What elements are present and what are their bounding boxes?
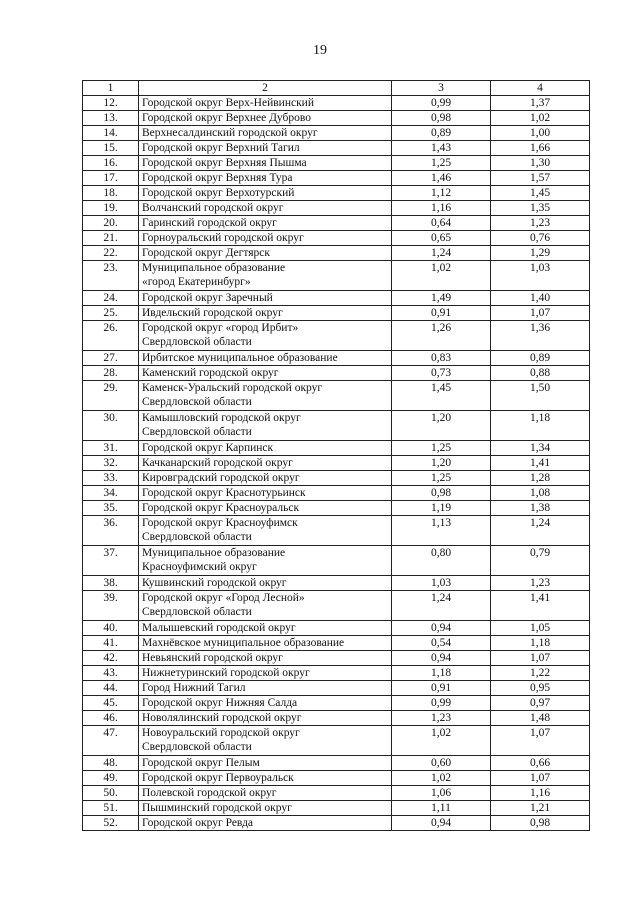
municipality-name-line: Муниципальное образование <box>142 547 286 559</box>
table-row <box>83 471 590 486</box>
row-number: 44. <box>83 681 139 696</box>
municipality-name-line: Новоуральский городской округ <box>142 727 300 739</box>
value-col-3: 0,73 <box>392 366 491 381</box>
municipality-name <box>139 216 392 231</box>
row-number: 40. <box>83 621 139 636</box>
municipality-name <box>139 261 392 291</box>
value-col-3: 0,94 <box>392 621 491 636</box>
table-row <box>83 441 590 456</box>
value-col-3: 1,24 <box>392 591 491 621</box>
municipality-name-line: Ирбитское муниципальное образование <box>142 352 338 364</box>
value-col-3: 1,13 <box>392 516 491 546</box>
value-col-3: 0,80 <box>392 546 491 576</box>
row-number: 27. <box>83 351 139 366</box>
table-row <box>83 351 590 366</box>
municipality-name-line: Пышминский городской округ <box>142 802 292 814</box>
table-row <box>83 201 590 216</box>
value-col-4: 1,30 <box>491 156 590 171</box>
value-col-4: 0,89 <box>491 351 590 366</box>
value-col-3: 1,02 <box>392 261 491 291</box>
row-number: 18. <box>83 186 139 201</box>
table-row <box>83 261 590 291</box>
table-row <box>83 711 590 726</box>
value-col-4: 1,23 <box>491 216 590 231</box>
row-number: 33. <box>83 471 139 486</box>
municipality-name-line: Каменск-Уральский городской округ <box>142 382 323 394</box>
value-col-4: 1,07 <box>491 651 590 666</box>
table-row <box>83 291 590 306</box>
value-col-4: 1,41 <box>491 591 590 621</box>
value-col-4: 1,07 <box>491 306 590 321</box>
municipality-name-line: Кушвинский городской округ <box>142 577 287 589</box>
table-row <box>83 216 590 231</box>
value-col-4: 1,08 <box>491 486 590 501</box>
value-col-3: 0,98 <box>392 111 491 126</box>
value-col-3: 1,19 <box>392 501 491 516</box>
municipality-name <box>139 666 392 681</box>
value-col-4: 1,21 <box>491 801 590 816</box>
table-row <box>83 636 590 651</box>
municipality-name <box>139 186 392 201</box>
value-col-4: 1,03 <box>491 261 590 291</box>
municipality-name <box>139 816 392 831</box>
column-header: 2 <box>139 81 392 96</box>
value-col-4: 1,57 <box>491 171 590 186</box>
table-row <box>83 381 590 411</box>
municipality-name <box>139 516 392 546</box>
municipality-name-line: Нижнетуринский городской округ <box>142 667 310 679</box>
municipality-name <box>139 291 392 306</box>
municipality-name-line: Каменский городской округ <box>142 367 279 379</box>
row-number: 47. <box>83 726 139 756</box>
value-col-3: 1,24 <box>392 246 491 261</box>
value-col-3: 1,25 <box>392 441 491 456</box>
municipality-name-line: Городской округ Заречный <box>142 292 273 304</box>
row-number: 12. <box>83 96 139 111</box>
row-number: 22. <box>83 246 139 261</box>
value-col-3: 0,99 <box>392 696 491 711</box>
page-number: 19 <box>313 43 327 58</box>
value-col-3: 0,94 <box>392 816 491 831</box>
row-number: 36. <box>83 516 139 546</box>
table-row <box>83 456 590 471</box>
row-number: 50. <box>83 786 139 801</box>
municipality-name <box>139 381 392 411</box>
row-number: 42. <box>83 651 139 666</box>
row-number: 16. <box>83 156 139 171</box>
row-number: 15. <box>83 141 139 156</box>
row-number: 28. <box>83 366 139 381</box>
municipality-name <box>139 246 392 261</box>
table-row <box>83 621 590 636</box>
value-col-3: 0,91 <box>392 306 491 321</box>
value-col-4: 0,95 <box>491 681 590 696</box>
municipality-name <box>139 681 392 696</box>
municipality-name <box>139 231 392 246</box>
value-col-4: 0,88 <box>491 366 590 381</box>
value-col-4: 1,24 <box>491 516 590 546</box>
table-row <box>83 576 590 591</box>
municipality-name-line: Новолялинский городской округ <box>142 712 302 724</box>
municipality-name-line: Городской округ «Город Лесной» <box>142 592 305 604</box>
row-number: 39. <box>83 591 139 621</box>
municipality-name <box>139 366 392 381</box>
value-col-4: 1,02 <box>491 111 590 126</box>
municipality-name-line: Городской округ «город Ирбит» <box>142 322 299 334</box>
municipality-name <box>139 786 392 801</box>
municipality-name-line: Свердловской области <box>142 426 252 438</box>
value-col-4: 1,22 <box>491 666 590 681</box>
municipality-name-line: Городской округ Верхотурский <box>142 187 295 199</box>
municipality-name-line: Малышевский городской округ <box>142 622 296 634</box>
municipality-name-line: Городской округ Красноуфимск <box>142 517 298 529</box>
value-col-3: 1,26 <box>392 321 491 351</box>
table-row <box>83 186 590 201</box>
value-col-4: 1,16 <box>491 786 590 801</box>
municipality-name-line: Полевской городской округ <box>142 787 277 799</box>
table-row <box>83 306 590 321</box>
municipality-name <box>139 96 392 111</box>
municipality-name-line: Кировградский городской округ <box>142 472 300 484</box>
row-number: 52. <box>83 816 139 831</box>
municipality-name-line: Город Нижний Тагил <box>142 682 246 694</box>
municipality-name-line: Городской округ Верхняя Тура <box>142 172 293 184</box>
municipality-name-line: Свердловской области <box>142 741 252 753</box>
municipality-name-line: «город Екатеринбург» <box>142 276 251 288</box>
table-row <box>83 591 590 621</box>
value-col-3: 0,60 <box>392 756 491 771</box>
table-header-row <box>83 81 590 96</box>
municipality-name-line: Городской округ Дегтярск <box>142 247 270 259</box>
municipality-name <box>139 156 392 171</box>
value-col-4: 1,38 <box>491 501 590 516</box>
municipality-name-line: Невьянский городской округ <box>142 652 283 664</box>
row-number: 35. <box>83 501 139 516</box>
value-col-4: 1,18 <box>491 411 590 441</box>
municipality-name <box>139 501 392 516</box>
value-col-3: 0,83 <box>392 351 491 366</box>
table-row <box>83 546 590 576</box>
municipality-name <box>139 351 392 366</box>
table-row <box>83 171 590 186</box>
table-body <box>83 81 590 831</box>
column-header: 3 <box>392 81 491 96</box>
municipality-name <box>139 201 392 216</box>
row-number: 21. <box>83 231 139 246</box>
value-col-3: 1,25 <box>392 471 491 486</box>
value-col-4: 1,18 <box>491 636 590 651</box>
municipality-name <box>139 486 392 501</box>
value-col-3: 1,25 <box>392 156 491 171</box>
value-col-3: 1,12 <box>392 186 491 201</box>
table-row <box>83 321 590 351</box>
value-col-3: 0,89 <box>392 126 491 141</box>
row-number: 26. <box>83 321 139 351</box>
value-col-4: 1,36 <box>491 321 590 351</box>
row-number: 23. <box>83 261 139 291</box>
value-col-4: 1,50 <box>491 381 590 411</box>
municipality-name <box>139 756 392 771</box>
table-row <box>83 666 590 681</box>
municipality-name <box>139 546 392 576</box>
value-col-3: 1,45 <box>392 381 491 411</box>
row-number: 29. <box>83 381 139 411</box>
municipality-name-line: Городской округ Нижняя Салда <box>142 697 298 709</box>
row-number: 17. <box>83 171 139 186</box>
municipality-name-line: Махнёвское муниципальное образование <box>142 637 345 649</box>
municipality-name-line: Городской округ Краснотурьинск <box>142 487 306 499</box>
row-number: 13. <box>83 111 139 126</box>
value-col-3: 1,02 <box>392 726 491 756</box>
value-col-4: 1,45 <box>491 186 590 201</box>
value-col-3: 0,91 <box>392 681 491 696</box>
municipality-name-line: Городской округ Карпинск <box>142 442 274 454</box>
municipality-name <box>139 141 392 156</box>
table-row <box>83 141 590 156</box>
value-col-4: 1,29 <box>491 246 590 261</box>
municipality-name-line: Городской округ Верхний Тагил <box>142 142 300 154</box>
value-col-4: 1,00 <box>491 126 590 141</box>
row-number: 24. <box>83 291 139 306</box>
table-row <box>83 801 590 816</box>
value-col-4: 1,28 <box>491 471 590 486</box>
row-number: 25. <box>83 306 139 321</box>
value-col-4: 1,41 <box>491 456 590 471</box>
row-number: 41. <box>83 636 139 651</box>
value-col-4: 0,79 <box>491 546 590 576</box>
municipality-name-line: Свердловской области <box>142 396 252 408</box>
table-row <box>83 96 590 111</box>
municipality-name <box>139 621 392 636</box>
municipality-name-line: Городской округ Красноуральск <box>142 502 300 514</box>
municipality-name <box>139 636 392 651</box>
table-row <box>83 816 590 831</box>
value-col-3: 1,11 <box>392 801 491 816</box>
municipality-name <box>139 696 392 711</box>
municipality-name-line: Качканарский городской округ <box>142 457 293 469</box>
municipality-name <box>139 411 392 441</box>
table-row <box>83 771 590 786</box>
value-col-4: 1,07 <box>491 726 590 756</box>
table-row <box>83 246 590 261</box>
row-number: 45. <box>83 696 139 711</box>
value-col-4: 0,76 <box>491 231 590 246</box>
value-col-3: 1,23 <box>392 711 491 726</box>
municipality-name <box>139 456 392 471</box>
value-col-4: 1,35 <box>491 201 590 216</box>
column-header: 4 <box>491 81 590 96</box>
value-col-4: 1,05 <box>491 621 590 636</box>
row-number: 49. <box>83 771 139 786</box>
table-row <box>83 366 590 381</box>
municipality-name-line: Городской округ Верхняя Пышма <box>142 157 307 169</box>
value-col-3: 1,46 <box>392 171 491 186</box>
value-col-3: 0,94 <box>392 651 491 666</box>
value-col-4: 1,34 <box>491 441 590 456</box>
municipality-name-line: Верхнесалдинский городской округ <box>142 127 318 139</box>
table-row <box>83 156 590 171</box>
value-col-3: 1,49 <box>392 291 491 306</box>
row-number: 32. <box>83 456 139 471</box>
municipality-name <box>139 711 392 726</box>
municipality-name <box>139 441 392 456</box>
municipality-name <box>139 126 392 141</box>
municipality-name <box>139 576 392 591</box>
row-number: 19. <box>83 201 139 216</box>
value-col-3: 0,99 <box>392 96 491 111</box>
municipality-name <box>139 171 392 186</box>
column-header: 1 <box>83 81 139 96</box>
municipality-name <box>139 471 392 486</box>
row-number: 48. <box>83 756 139 771</box>
table-row <box>83 756 590 771</box>
value-col-3: 0,65 <box>392 231 491 246</box>
value-col-3: 1,18 <box>392 666 491 681</box>
value-col-3: 0,64 <box>392 216 491 231</box>
municipality-name-line: Свердловской области <box>142 606 252 618</box>
row-number: 31. <box>83 441 139 456</box>
municipality-name-line: Городской округ Первоуральск <box>142 772 294 784</box>
value-col-3: 1,20 <box>392 456 491 471</box>
municipality-name <box>139 321 392 351</box>
row-number: 14. <box>83 126 139 141</box>
row-number: 37. <box>83 546 139 576</box>
row-number: 34. <box>83 486 139 501</box>
table-row <box>83 111 590 126</box>
municipality-name-line: Гаринский городской округ <box>142 217 277 229</box>
value-col-3: 0,54 <box>392 636 491 651</box>
value-col-4: 0,66 <box>491 756 590 771</box>
value-col-3: 0,98 <box>392 486 491 501</box>
value-col-3: 1,16 <box>392 201 491 216</box>
value-col-4: 1,23 <box>491 576 590 591</box>
row-number: 20. <box>83 216 139 231</box>
municipality-name <box>139 111 392 126</box>
municipality-name-line: Ивдельский городской округ <box>142 307 283 319</box>
municipality-name-line: Красноуфимский округ <box>142 561 257 573</box>
table-row <box>83 126 590 141</box>
row-number: 46. <box>83 711 139 726</box>
municipality-name <box>139 771 392 786</box>
value-col-3: 1,20 <box>392 411 491 441</box>
table-row <box>83 231 590 246</box>
municipality-name-line: Городской округ Ревда <box>142 817 254 829</box>
row-number: 30. <box>83 411 139 441</box>
coefficients-table <box>82 80 590 831</box>
municipality-name-line: Муниципальное образование <box>142 262 286 274</box>
value-col-3: 1,06 <box>392 786 491 801</box>
value-col-4: 0,97 <box>491 696 590 711</box>
table-row <box>83 786 590 801</box>
table-row <box>83 726 590 756</box>
municipality-name-line: Камышловский городской округ <box>142 412 301 424</box>
municipality-name-line: Свердловской области <box>142 336 252 348</box>
table-row <box>83 681 590 696</box>
table-row <box>83 501 590 516</box>
municipality-name-line: Городской округ Верх-Нейвинский <box>142 97 314 109</box>
municipality-name <box>139 726 392 756</box>
municipality-name-line: Городской округ Верхнее Дуброво <box>142 112 311 124</box>
value-col-4: 1,48 <box>491 711 590 726</box>
municipality-name <box>139 591 392 621</box>
value-col-4: 1,37 <box>491 96 590 111</box>
table-row <box>83 411 590 441</box>
value-col-4: 1,66 <box>491 141 590 156</box>
value-col-3: 1,03 <box>392 576 491 591</box>
municipality-name <box>139 801 392 816</box>
value-col-4: 1,07 <box>491 771 590 786</box>
table-row <box>83 696 590 711</box>
row-number: 43. <box>83 666 139 681</box>
municipality-name <box>139 651 392 666</box>
municipality-name-line: Свердловской области <box>142 531 252 543</box>
value-col-3: 1,43 <box>392 141 491 156</box>
table-row <box>83 651 590 666</box>
value-col-4: 1,40 <box>491 291 590 306</box>
municipality-name-line: Волчанский городской округ <box>142 202 284 214</box>
row-number: 51. <box>83 801 139 816</box>
municipality-name-line: Городской округ Пелым <box>142 757 260 769</box>
row-number: 38. <box>83 576 139 591</box>
table-row <box>83 516 590 546</box>
value-col-4: 0,98 <box>491 816 590 831</box>
municipality-name-line: Горноуральский городской округ <box>142 232 304 244</box>
value-col-3: 1,02 <box>392 771 491 786</box>
municipality-name <box>139 306 392 321</box>
table-row <box>83 486 590 501</box>
